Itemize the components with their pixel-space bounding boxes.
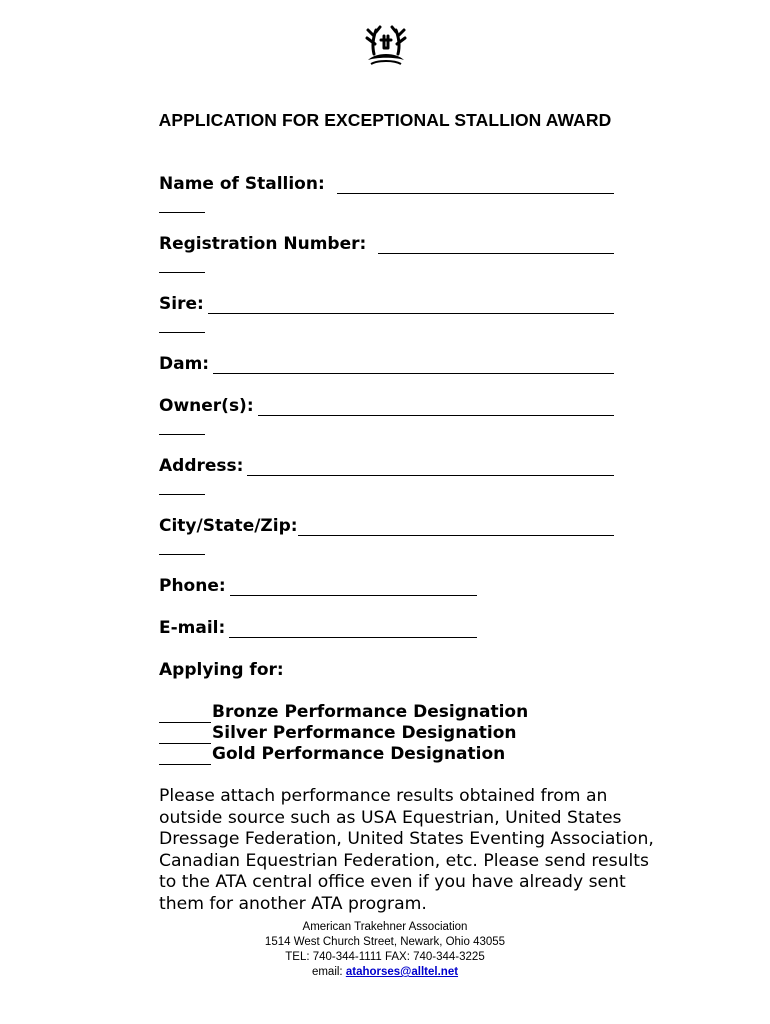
city-state-zip-label: City/State/Zip: <box>159 516 298 536</box>
sire-label: Sire: <box>159 294 204 314</box>
footer-email-link[interactable]: atahorses@alltel.net <box>345 966 459 978</box>
applying-for-heading: Applying for: <box>159 660 284 680</box>
address-label: Address: <box>159 456 244 476</box>
phone-blank[interactable] <box>230 579 477 596</box>
stallion-name-blank-continued[interactable] <box>159 196 205 213</box>
dam-label: Dam: <box>159 354 210 374</box>
gold-option-label: Gold Performance Designation <box>212 744 506 764</box>
sire-blank-continued[interactable] <box>159 316 205 333</box>
address-field <box>159 456 614 476</box>
footer-phone-fax: TEL: 740-344-1111 FAX: 740-344-3225 <box>285 951 485 963</box>
stallion-name-field <box>159 174 614 194</box>
registration-number-field <box>159 234 614 254</box>
sire-field <box>159 294 614 314</box>
owners-label: Owner(s): <box>159 396 254 416</box>
footer-organization: American Trakehner Association <box>302 921 468 933</box>
footer-email-line <box>0 965 770 980</box>
footer-email-label: email: <box>311 966 343 978</box>
registration-number-blank-continued[interactable] <box>159 256 205 273</box>
email-label: E-mail: <box>159 618 226 638</box>
antler-crown-logo-icon <box>358 24 414 68</box>
dam-blank[interactable] <box>213 357 614 374</box>
owners-blank-continued[interactable] <box>159 418 205 435</box>
email-field <box>159 618 477 638</box>
stallion-name-label: Name of Stallion: <box>159 174 325 194</box>
phone-field <box>159 576 477 596</box>
gold-checkbox-blank[interactable] <box>159 748 211 765</box>
form-title: APPLICATION FOR EXCEPTIONAL STALLION AWARD <box>158 110 612 130</box>
registration-number-blank[interactable] <box>378 237 614 254</box>
gold-option <box>159 744 505 765</box>
stallion-name-blank[interactable] <box>337 177 614 194</box>
dam-field <box>159 354 614 374</box>
silver-option <box>159 723 517 744</box>
instructions-paragraph: Please attach performance results obtained from an outside source such as USA Equestrian, United States Dressage Federation, United States Eventing Association, Canadian Equestrian Federation, etc. Please send results to the ATA central office even if you have already sent them for another ATA program. <box>159 786 654 914</box>
bronze-checkbox-blank[interactable] <box>159 706 211 723</box>
footer <box>0 920 770 980</box>
bronze-option-label: Bronze Performance Designation <box>212 702 529 722</box>
registration-number-label: Registration Number: <box>159 234 367 254</box>
silver-checkbox-blank[interactable] <box>159 727 211 744</box>
phone-label: Phone: <box>159 576 226 596</box>
sire-blank[interactable] <box>208 297 614 314</box>
footer-address: 1514 West Church Street, Newark, Ohio 43055 <box>264 936 506 948</box>
address-blank[interactable] <box>247 459 614 476</box>
bronze-option <box>159 702 528 723</box>
email-blank[interactable] <box>229 621 477 638</box>
silver-option-label: Silver Performance Designation <box>212 723 517 743</box>
city-state-zip-blank-continued[interactable] <box>159 538 205 555</box>
address-blank-continued[interactable] <box>159 478 205 495</box>
city-state-zip-blank[interactable] <box>298 519 614 536</box>
owners-blank[interactable] <box>258 399 614 416</box>
owners-field <box>159 396 614 416</box>
city-state-zip-field <box>159 516 614 536</box>
